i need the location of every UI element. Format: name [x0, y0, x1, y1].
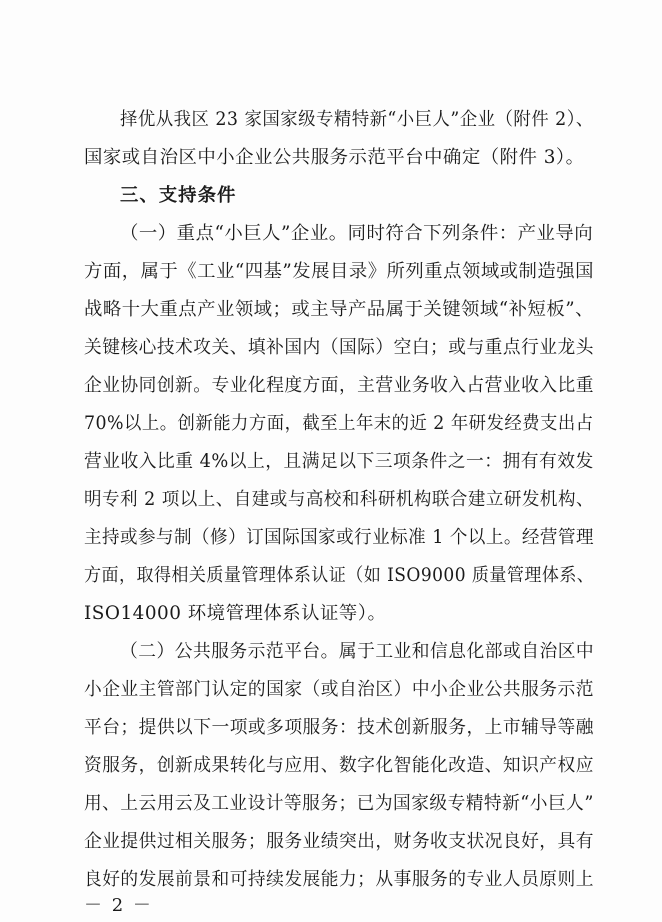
paragraph-line: 小企业主管部门认定的国家（或自治区）中小企业公共服务示范: [84, 679, 594, 700]
paragraph-line: 明专利 2 项以上、自建或与高校和科研机构联合建立研发机构、: [84, 489, 594, 510]
paragraph-line: 主持或参与制（修）订国际国家或行业标准 1 个以上。经营管理: [84, 527, 594, 548]
paragraph-line: 方面，取得相关质量管理体系认证（如 ISO9000 质量管理体系、: [84, 565, 595, 586]
paragraph-line: 择优从我区 23 家国家级专精特新“小巨人”企业（附件 2）、: [120, 109, 594, 130]
paragraph-line: （二）公共服务示范平台。属于工业和信息化部或自治区中: [120, 641, 595, 662]
paragraph-line: 资服务，创新成果转化与应用、数字化智能化改造、知识产权应: [84, 755, 594, 776]
paragraph-line: 关键核心技术攻关、填补国内（国际）空白；或与重点行业龙头: [84, 337, 594, 358]
paragraph-line: 营业收入比重 4%以上，且满足以下三项条件之一：拥有有效发: [84, 451, 594, 472]
paragraph-line: 企业协同创新。专业化程度方面，主营业务收入占营业收入比重: [84, 375, 594, 396]
paragraph-line: 良好的发展前景和可持续发展能力；从事服务的专业人员原则上: [84, 869, 594, 890]
paragraph-line: 战略十大重点产业领域；或主导产品属于关键领域“补短板”、: [84, 299, 594, 320]
paragraph-line: 用、上云用云及工业设计等服务；已为国家级专精特新“小巨人”: [84, 793, 594, 814]
section-heading: 三、支持条件: [120, 185, 237, 206]
paragraph-line: 企业提供过相关服务；服务业绩突出，财务收支状况良好，具有: [84, 831, 594, 852]
paragraph-line: （一）重点“小巨人”企业。同时符合下列条件：产业导向: [120, 223, 594, 244]
paragraph-line: 70%以上。创新能力方面，截至上年末的近 2 年研发经费支出占: [84, 413, 594, 434]
paragraph-line: 国家或自治区中小企业公共服务示范平台中确定（附件 3）。: [84, 147, 585, 168]
page-number: － 2 －: [84, 895, 153, 916]
paragraph-line: ISO14000 环境管理体系认证等）。: [84, 603, 387, 624]
paragraph-line: 方面，属于《工业“四基”发展目录》所列重点领域或制造强国: [84, 261, 594, 282]
paragraph-line: 平台；提供以下一项或多项服务：技术创新服务，上市辅导等融: [84, 717, 594, 738]
